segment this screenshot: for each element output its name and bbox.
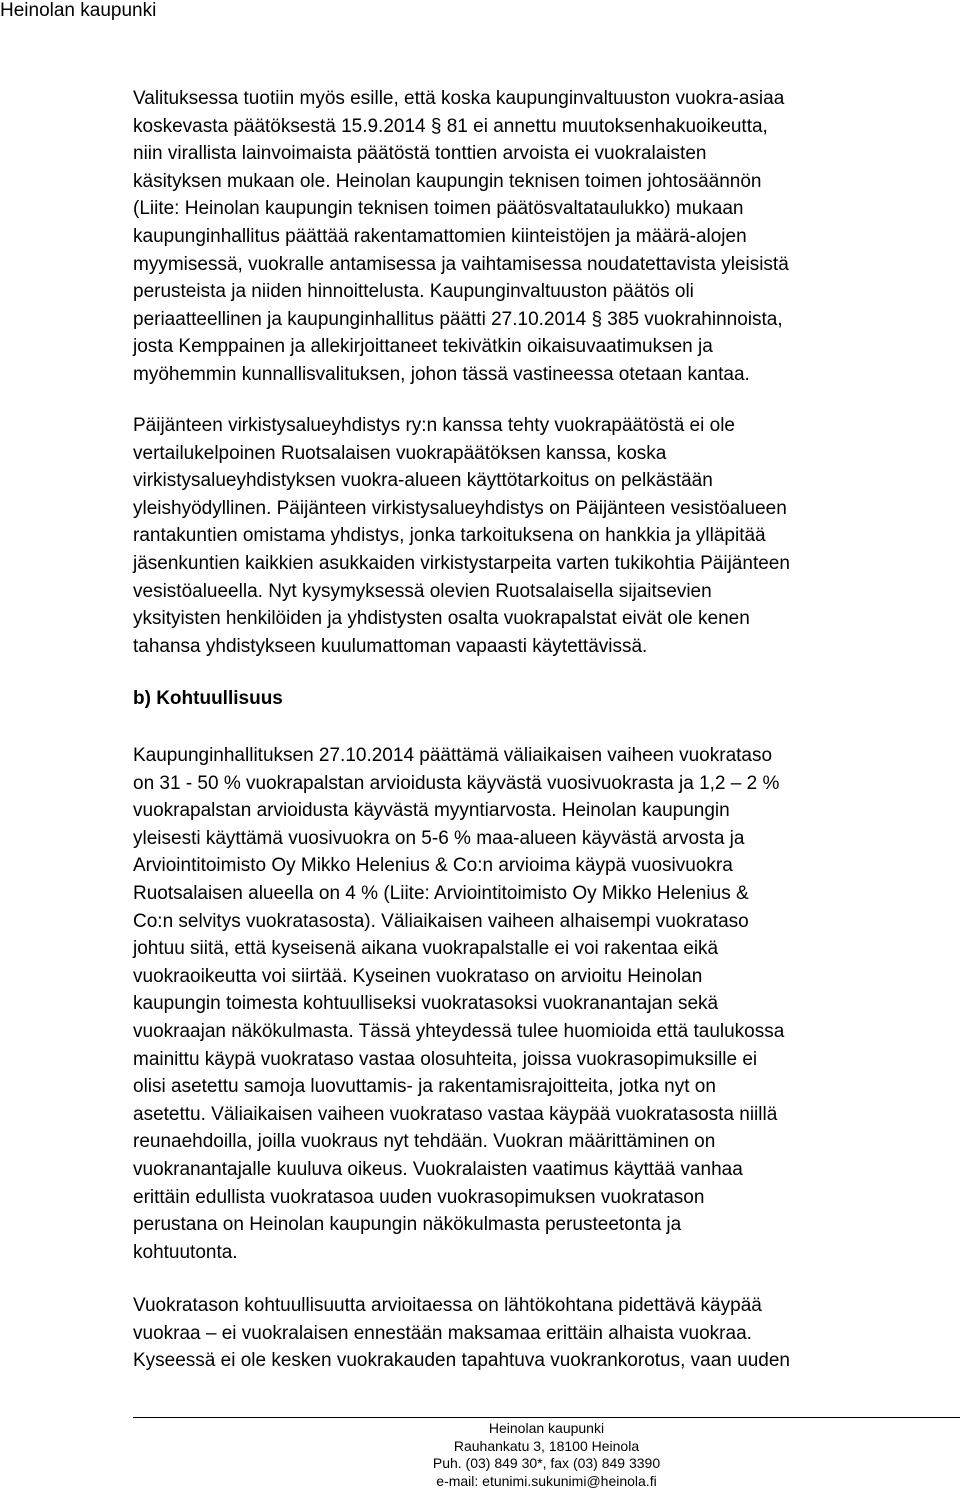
paragraph-line: käsityksen mukaan ole. Heinolan kaupungin teknisen toimen johtosäännön [133, 170, 762, 192]
page-footer [133, 1420, 960, 1490]
paragraph-line: vuokrapalstan arvioidusta käyvästä myyntiarvosta. Heinolan kaupungin [133, 800, 730, 822]
paragraph-line: yksityisten henkilöiden ja yhdistysten osalta vuokrapalstat eivät ole kenen [133, 608, 750, 630]
section-heading: b) Kohtuullisuus [133, 688, 283, 709]
paragraph-line: tahansa yhdistykseen kuulumattoman vapaasti käytettävissä. [133, 635, 648, 657]
paragraph-line: reunaehdoilla, joilla vuokraus nyt tehdään. Vuokran määrittäminen on [133, 1131, 716, 1153]
paragraph-line: vesistöalueella. Nyt kysymyksessä olevien Ruotsalaisella sijaitsevien [133, 580, 712, 602]
paragraph-line: yleisesti käyttämä vuosivuokra on 5-6 % maa-alueen käyvästä arvosta ja [133, 827, 745, 849]
paragraph-line: kaupunginhallitus päättää rakentamattomien kiinteistöjen ja määrä-alojen [133, 225, 747, 247]
paragraph-line: asetettu. Väliaikaisen vaiheen vuokrataso vastaa käypää vuokratasosta niillä [133, 1103, 778, 1125]
paragraph-line: myymisessä, vuokralle antamisessa ja vaihtamisessa noudatettavista yleisistä [133, 253, 789, 275]
paragraph-line: Päijänteen virkistysalueyhdistys ry:n kanssa tehty vuokrapäätöstä ei ole [133, 415, 735, 436]
paragraph-line: josta Kemppainen ja allekirjoittaneet tekivätkin oikaisuvaatimuksen ja [133, 336, 713, 358]
paragraph-recreation-association [133, 412, 960, 660]
paragraph-line: Arviointitoimisto Oy Mikko Helenius & Co:n arvioima käypä vuosivuokra [133, 855, 733, 877]
paragraph-line: niin virallista lainvoimaista päätöstä tonttien arvoista ei vuokralaisten [133, 143, 707, 165]
paragraph-line: vuokraoikeutta voi siirtää. Kyseinen vuokrataso on arvioitu Heinolan [133, 965, 703, 987]
paragraph-line: kaupungin toimesta kohtuulliseksi vuokratasoksi vuokranantajan sekä [133, 993, 719, 1015]
paragraph-line: olisi asetettu samoja luovuttamis- ja rakentamisrajoitteita, jotka nyt on [133, 1076, 716, 1098]
paragraph-line: (Liite: Heinolan kaupungin teknisen toimen päätösvaltataulukko) mukaan [133, 198, 744, 220]
paragraph-line: yleishyödyllinen. Päijänteen virkistysalueyhdistys on Päijänteen vesistöalueen [133, 497, 787, 519]
footer-org: Heinolan kaupunki [488, 1420, 605, 1436]
paragraph-line: perusteista ja niiden hinnoittelusta. Kaupunginvaltuuston päätös oli [133, 281, 694, 303]
paragraph-appeal-background [133, 85, 960, 389]
paragraph-fair-rent [133, 1292, 960, 1375]
paragraph-line: kohtuutonta. [133, 1241, 238, 1263]
paragraph-line: on 31 - 50 % vuokrapalstan arvioidusta käyvästä vuosivuokrasta ja 1,2 – 2 % [133, 772, 780, 794]
paragraph-line: jäsenkuntien kaikkien asukkaiden virkistystarpeita varten tukikohtia Päijänteen [133, 552, 790, 574]
paragraph-line: virkistysalueyhdistyksen vuokra-alueen käyttötarkoitus on pelkästään [133, 470, 713, 492]
paragraph-line: vertailukelpoinen Ruotsalaisen vuokrapäätöksen kanssa, koska [133, 442, 667, 464]
paragraph-line: Valituksessa tuotiin myös esille, että koska kaupunginvaltuuston vuokra-asiaa [133, 88, 785, 109]
footer-email: e-mail: etunimi.sukunimi@heinola.fi [436, 1472, 657, 1489]
footer-address: Rauhankatu 3, 18100 Heinola [453, 1437, 640, 1454]
paragraph-line: rantakuntien omistama yhdistys, jonka tarkoituksena on hankkia ja ylläpitää [133, 525, 766, 547]
paragraph-line: koskevasta päätöksestä 15.9.2014 § 81 ei annettu muutoksenhakuoikeutta, [133, 115, 768, 137]
paragraph-line: vuokraajan näkökulmasta. Tässä yhteydessä tulee huomioida että taulukossa [133, 1020, 785, 1042]
paragraph-line: myöhemmin kunnallisvalituksen, johon tässä vastineessa otetaan kantaa. [133, 363, 750, 385]
paragraph-line: johtuu siitä, että kyseisenä aikana vuokrapalstalle ei voi rakentaa eikä [133, 938, 719, 960]
paragraph-line: vuokranantajalle kuuluva oikeus. Vuokralaisten vaatimus käyttää vanhaa [133, 1158, 743, 1180]
footer-phone: Puh. (03) 849 30*, fax (03) 849 3390 [432, 1455, 661, 1471]
paragraph-line: Kyseessä ei ole kesken vuokrakauden tapahtuva vuokrankorotus, vaan uuden [133, 1350, 790, 1372]
page-header-title: Heinolan kaupunki [0, 0, 157, 21]
paragraph-line: Vuokratason kohtuullisuutta arvioitaessa on lähtökohtana pidettävä käypää [133, 1295, 762, 1316]
paragraph-rent-level [133, 742, 960, 1266]
paragraph-line: Co:n selvitys vuokratasosta). Väliaikaisen vaiheen alhaisempi vuokrataso [133, 910, 749, 932]
paragraph-line: mainittu käypä vuokrataso vastaa olosuhteita, joissa vuokrasopimuksille ei [133, 1048, 758, 1070]
paragraph-line: vuokraa – ei vuokralaisen ennestään maksamaa erittäin alhaista vuokraa. [133, 1322, 752, 1344]
footer-divider [133, 1417, 960, 1418]
paragraph-line: erittäin edullista vuokratasoa uuden vuokrasopimuksen vuokratason [133, 1186, 705, 1208]
paragraph-line: Ruotsalaisen alueella on 4 % (Liite: Arviointitoimisto Oy Mikko Helenius & [133, 882, 749, 904]
paragraph-line: Kaupunginhallituksen 27.10.2014 päättämä väliaikaisen vaiheen vuokrataso [133, 745, 773, 766]
paragraph-line: periaatteellinen ja kaupunginhallitus päätti 27.10.2014 § 385 vuokrahinnoista, [133, 308, 783, 330]
paragraph-line: perustana on Heinolan kaupungin näkökulmasta perusteetonta ja [133, 1214, 682, 1236]
